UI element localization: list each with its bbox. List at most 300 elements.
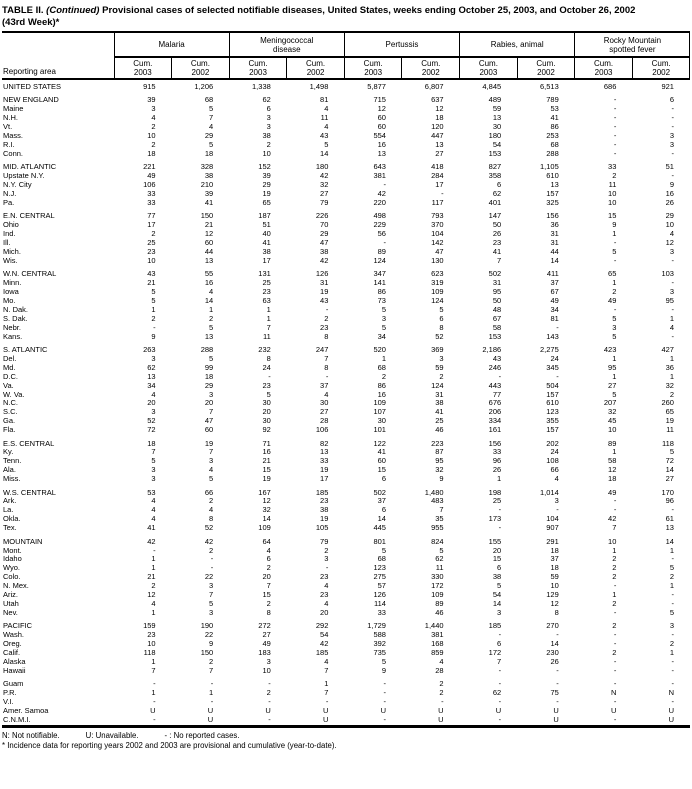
value-cell: 288 [200,344,214,354]
value-cell: 4 [209,288,214,297]
value-cell: 445 [373,524,386,533]
value-cell: 1 [381,354,386,363]
value-cell: 7 [209,591,214,600]
value-cell: 5 [151,296,156,305]
value-cell: 447 [431,132,444,141]
value-cell: 122 [373,438,386,448]
value-cell: 123 [373,564,386,573]
value-cell: 66 [204,487,214,497]
value-cell: 18 [608,475,617,484]
value-cell: 2 [266,564,271,573]
value-cell: 55 [204,269,214,279]
value-cell: 443 [488,381,502,390]
value-cell: 1 [612,546,617,555]
value-cell: 42 [204,536,214,546]
value-cell: 6 [497,564,502,573]
value-cell: 6 [381,475,386,484]
value-cell: 355 [546,417,559,426]
value-cell: - [613,123,617,132]
table-row-territory [2,698,690,707]
value-cell: 3 [266,657,271,666]
value-cell: 34 [147,381,156,390]
value-cell: 8 [324,363,329,372]
value-cell: - [671,279,674,288]
value-cell: 13 [492,114,502,123]
value-cell: 168 [431,640,444,649]
value-cell: 33 [377,608,386,617]
value-cell: 2 [439,372,444,381]
reporting-area-label: Amer. Samoa [3,706,49,715]
value-cell: 21 [147,279,156,288]
value-cell: 5 [381,657,386,666]
value-cell: U [438,715,444,724]
value-cell: 223 [431,438,444,448]
reporting-area-label: Utah [3,599,19,608]
value-cell: 5 [612,314,617,323]
value-cell: 13 [377,149,386,158]
value-cell: 2 [612,621,617,631]
reporting-area-label: Wyo. [3,564,21,573]
table-row-state [2,600,690,609]
value-cell: 955 [431,524,444,533]
value-cell: 827 [488,162,502,172]
value-cell: 23 [262,381,271,390]
value-cell: 2 [439,689,444,698]
reporting-area-label: MID. ATLANTIC [3,162,57,172]
value-cell: 51 [262,221,271,230]
value-cell: 7 [209,448,214,457]
value-cell: 42 [147,536,156,546]
value-cell: 8 [266,608,271,617]
value-cell: 124 [431,296,444,305]
value-cell: - [153,546,156,555]
reporting-area-label: Conn. [3,149,24,158]
value-cell: - [613,640,617,649]
reporting-area-label: Ga. [3,417,16,426]
value-cell: 5 [612,247,617,256]
value-cell: 37 [550,555,559,564]
value-cell: 118 [143,648,156,657]
value-cell: 2 [669,573,674,582]
value-cell: 3 [209,390,214,399]
reporting-area-label: La. [3,506,14,515]
value-cell: 4 [324,599,329,608]
value-cell: 347 [373,269,386,279]
value-cell: 30 [262,399,271,408]
value-cell: 92 [262,426,271,435]
reporting-area-label: Mont. [3,546,22,555]
table-row-state [2,288,690,297]
value-cell: 11 [263,332,271,341]
value-cell: 10 [262,666,271,675]
value-cell: 95 [492,288,502,297]
value-cell: 325 [546,198,559,207]
value-cell: 77 [147,211,156,221]
value-cell: 6 [381,506,386,515]
disease-group-header-row [2,32,690,57]
value-cell: 1,338 [252,82,271,91]
value-cell: 330 [431,573,444,582]
value-cell: 18 [204,149,214,158]
cumulative-column-header: Cum. 2002 [402,57,460,79]
reporting-area-label: Alaska [3,657,26,666]
value-cell: 226 [315,211,329,221]
value-cell: 20 [320,608,329,617]
value-cell: 29 [665,211,674,221]
value-cell: 2 [266,599,271,608]
value-cell: 26 [665,198,674,207]
value-cell: 20 [147,399,156,408]
value-cell: 7 [324,666,329,675]
value-cell: 108 [546,457,559,466]
value-cell: 18 [550,546,559,555]
value-cell: - [671,305,674,314]
value-cell: 60 [377,114,386,123]
value-cell: 623 [431,269,444,279]
value-cell: 42 [320,640,329,649]
value-cell: 43 [320,132,329,141]
value-cell: 30 [320,399,329,408]
disease-group-header: Pertussis [344,32,459,57]
value-cell: 8 [554,608,559,617]
value-cell: 2 [151,230,156,239]
value-cell: 17 [320,475,329,484]
value-cell: 3 [266,114,271,123]
value-cell: 13 [435,140,444,149]
value-cell: 4 [439,657,444,666]
table-row-territory [2,716,690,726]
value-cell: 15 [492,555,502,564]
value-cell: 13 [665,524,674,533]
value-cell: 31 [550,239,559,247]
value-cell: - [671,332,674,341]
value-cell: 288 [546,149,559,158]
value-cell: 61 [665,515,674,524]
reporting-area-label: Mass. [3,132,24,141]
value-cell: 7 [209,408,214,417]
value-cell: 41 [492,247,502,256]
value-cell: 13 [204,332,214,341]
value-cell: 1,498 [309,82,329,91]
table-row-state [2,426,690,435]
value-cell: 24 [262,363,271,372]
value-cell: 715 [373,95,386,105]
value-cell: 1,729 [367,621,386,631]
value-cell: 1 [612,591,617,600]
title-continued: (Continued) [46,5,100,16]
value-cell: 37 [550,279,559,288]
table-row-state [2,248,690,257]
value-cell: 13 [320,448,329,457]
value-cell: 143 [546,332,559,341]
table-row-state [2,391,690,400]
title-week-line: (43rd Week)* [2,16,60,28]
reporting-area-label: N. Dak. [3,305,29,314]
table-row-region [2,92,690,105]
value-cell: 49 [608,487,617,497]
cumulative-column-header: Cum. 2003 [114,57,172,79]
reporting-area-label: Ohio [3,221,19,230]
value-cell: 39 [204,189,214,198]
table-row-state [2,364,690,373]
value-cell: 5 [497,582,502,591]
value-cell: 42 [320,172,329,181]
value-cell: 247 [315,344,329,354]
value-cell: 381 [431,631,444,640]
value-cell: 16 [262,448,271,457]
reporting-area-label: Ill. [3,239,11,247]
value-cell: 5 [209,140,214,149]
value-cell: 735 [373,648,386,657]
cumulative-column-header: Cum. 2002 [287,57,345,79]
value-cell: 89 [377,247,386,256]
value-cell: 10 [550,582,559,591]
value-cell: 14 [550,256,559,265]
value-cell: 31 [320,279,329,288]
value-cell: 33 [320,457,329,466]
table-row-state [2,373,690,382]
legend-no-reported-cases: - : No reported cases. [164,730,240,740]
value-cell: 9 [151,332,156,341]
value-cell: - [671,666,674,675]
value-cell: - [613,132,617,141]
value-cell: - [498,715,502,724]
value-cell: - [153,679,156,689]
value-cell: 220 [373,198,386,207]
value-cell: 62 [492,189,502,198]
disease-group-header: Malaria [114,32,229,57]
value-cell: 2 [266,689,271,698]
value-cell: 4 [151,114,156,123]
value-cell: 62 [262,95,271,105]
value-cell: 686 [603,82,617,91]
value-cell: 150 [200,211,214,221]
value-cell: 3 [554,497,559,506]
value-cell: 33 [147,189,156,198]
value-cell: 27 [262,631,271,640]
value-cell: 5 [669,448,674,457]
reporting-area-label: N.H. [3,114,18,123]
value-cell: 2 [209,497,214,506]
table-row-state [2,591,690,600]
value-cell: 142 [431,239,444,247]
value-cell: 1 [612,354,617,363]
value-cell: 14 [665,466,674,475]
value-cell: - [613,95,617,105]
value-cell: 16 [665,189,674,198]
value-cell: 23 [147,631,156,640]
value-cell: 24 [550,354,559,363]
reporting-area-label: N.Y. City [3,181,32,190]
value-cell: 109 [258,524,271,533]
value-cell: 33 [492,448,502,457]
title-description: Provisional cases of selected notifiable diseases, United States, weeks ending October 25, 2003, and October 26, 2002 [102,5,636,16]
value-cell: 14 [492,599,502,608]
value-cell: 6 [497,181,502,190]
value-cell: 37 [320,381,329,390]
reporting-area-label: P.R. [3,689,17,698]
value-cell: 41 [262,239,271,247]
value-cell: 2 [439,679,444,689]
value-cell: 38 [262,132,271,141]
value-cell: 59 [492,105,502,114]
value-cell: 3 [151,475,156,484]
value-cell: 54 [492,140,502,149]
reporting-area-label: R.I. [3,140,15,149]
value-cell: 4 [324,123,329,132]
value-cell: 34 [550,305,559,314]
value-cell: 7 [209,114,214,123]
value-cell: 230 [546,648,559,657]
value-cell: 89 [608,438,617,448]
value-cell: 284 [431,172,444,181]
reporting-area-label: Oreg. [3,640,22,649]
value-cell: 25 [147,239,156,247]
table-row-region [2,484,690,497]
value-cell: 21 [204,221,214,230]
value-cell: 291 [546,536,559,546]
value-cell: 86 [550,123,559,132]
value-cell: 1 [151,689,156,698]
value-cell: 588 [373,631,386,640]
value-cell: 6,807 [424,82,444,91]
table-row-state [2,475,690,484]
reporting-area-label: N.C. [3,399,18,408]
value-cell: 10 [665,221,674,230]
value-cell: - [556,679,559,689]
value-cell: 95 [608,363,617,372]
value-cell: 229 [373,221,386,230]
value-cell: 159 [143,621,156,631]
value-cell: 202 [546,438,559,448]
value-cell: 1 [151,657,156,666]
value-cell: 62 [435,555,444,564]
value-cell: - [671,698,674,706]
value-cell: 2 [209,546,214,555]
value-cell: 9 [439,475,444,484]
value-cell: 2 [612,172,617,181]
value-cell: 4 [209,506,214,515]
reporting-area-label: Wash. [3,631,24,640]
value-cell: 14 [377,515,386,524]
value-cell: - [671,114,674,123]
value-cell: 130 [431,256,444,265]
value-cell: 3 [151,105,156,114]
value-cell: 6 [497,640,502,649]
value-cell: 392 [373,640,386,649]
value-cell: 319 [431,279,444,288]
value-cell: - [153,323,156,332]
disease-group-header: Rabies, animal [460,32,575,57]
value-cell: 7 [439,506,444,515]
value-cell: 49 [550,296,559,305]
value-cell: - [210,564,214,573]
table-row-state [2,132,690,141]
value-cell: - [613,305,617,314]
value-cell: 38 [492,573,502,582]
value-cell: 11 [608,181,617,190]
value-cell: 167 [258,487,271,497]
value-cell: 292 [315,621,329,631]
value-cell: 33 [608,162,617,172]
value-cell: - [613,666,617,675]
value-cell: - [268,698,271,706]
reporting-area-label: Iowa [3,288,19,297]
value-cell: 272 [258,621,271,631]
value-cell: - [613,149,617,158]
value-cell: 38 [435,399,444,408]
reporting-area-label: Mo. [3,296,16,305]
reporting-area-label: Calif. [3,648,21,657]
value-cell: 29 [204,132,214,141]
value-cell: 32 [262,506,271,515]
reporting-area-label: Minn. [3,279,22,288]
value-cell: - [383,689,386,698]
value-cell: - [613,657,617,666]
value-cell: 41 [147,524,156,533]
value-cell: 3 [612,323,617,332]
table-row-state [2,123,690,132]
value-cell: 232 [258,344,271,354]
value-cell: 104 [546,515,559,524]
value-cell: - [613,497,617,506]
value-cell: 106 [143,181,156,190]
value-cell: 3 [669,132,674,141]
value-cell: - [556,506,559,515]
table-row-state [2,399,690,408]
table-row-state [2,257,690,266]
reporting-area-label: N.J. [3,189,17,198]
value-cell: 53 [147,487,156,497]
value-cell: - [671,679,674,689]
value-cell: 43 [492,354,502,363]
value-cell: - [556,631,559,640]
reporting-area-label: Upstate N.Y. [3,172,45,181]
value-cell: 3 [381,314,386,323]
value-cell: 7 [324,689,329,698]
value-cell: - [671,599,674,608]
value-cell: 126 [373,591,386,600]
value-cell: 12 [204,230,214,239]
value-cell: 109 [373,399,386,408]
value-cell: - [498,679,502,689]
value-cell: 3 [439,354,444,363]
value-cell: 15 [608,211,617,221]
incidence-note: * Incidence data for reporting years 2002 and 2003 are provisional and cumulative (year-to-date). [2,740,337,750]
value-cell: 2 [324,314,329,323]
value-cell: 1 [669,546,674,555]
value-cell: - [268,372,271,381]
value-cell: 2 [324,546,329,555]
value-cell: 5 [381,305,386,314]
table-row-region [2,208,690,221]
value-cell: 502 [488,269,502,279]
value-cell: - [210,555,214,564]
value-cell: 27 [665,475,674,484]
title-table-number: TABLE II. [2,5,44,16]
value-cell: 7 [266,582,271,591]
value-cell: 4 [669,323,674,332]
value-cell: 14 [204,296,214,305]
value-cell: 77 [492,390,502,399]
reporting-area-label: UNITED STATES [3,82,62,91]
value-cell: 5 [209,599,214,608]
value-cell: - [556,666,559,675]
value-cell: 1 [669,582,674,591]
value-cell: 9 [209,640,214,649]
value-cell: 5 [209,475,214,484]
value-cell: 25 [492,497,502,506]
